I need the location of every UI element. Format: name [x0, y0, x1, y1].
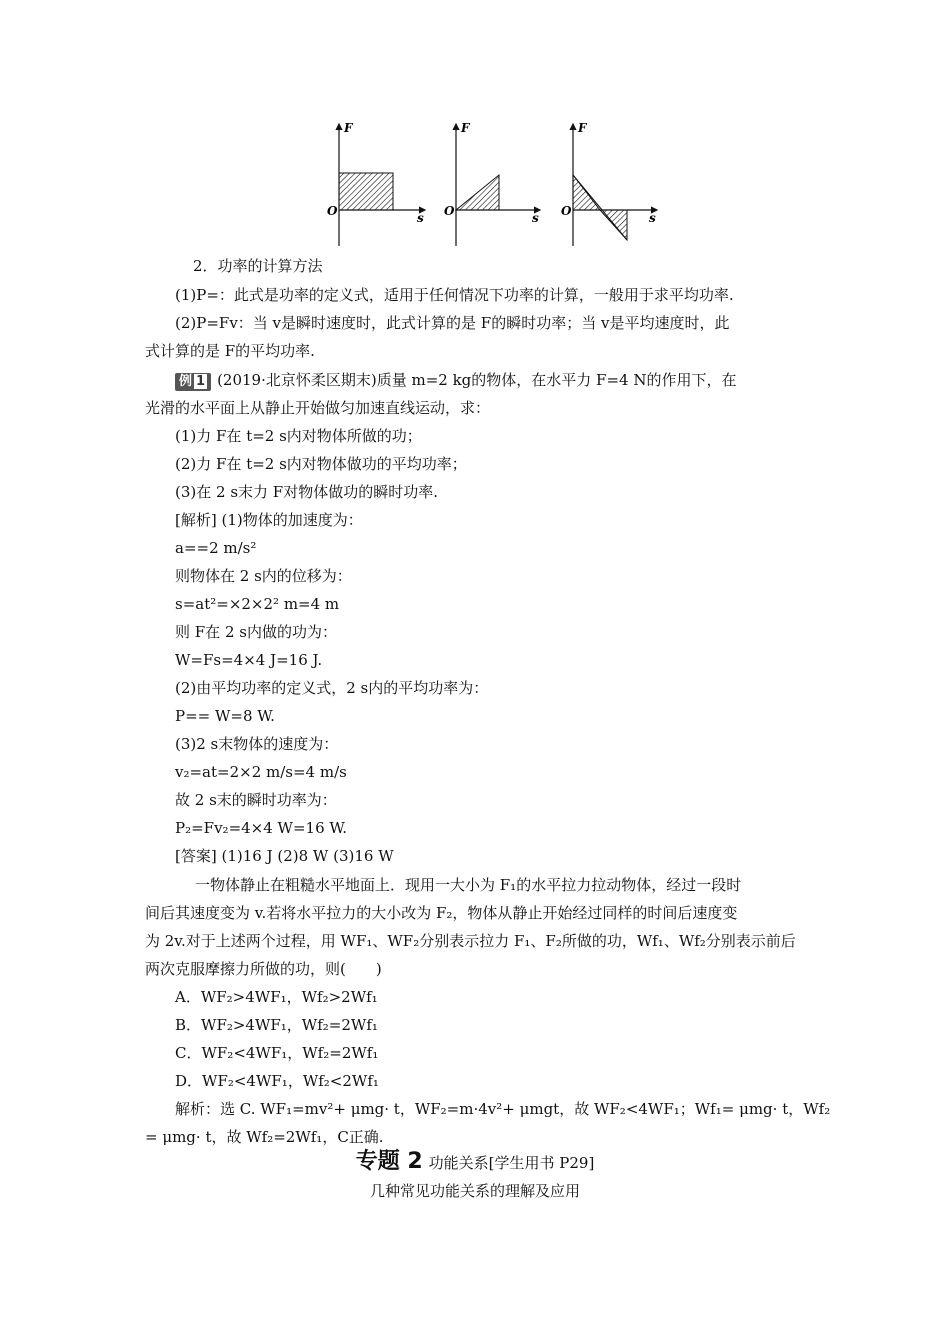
exercise-analysis-line1: 解析：选 C. WF₁=mv²+ μmg· t，WF₂=m·4v²+ μmgt，故 WF₂<4WF₁；Wf₁= μmg· t，Wf₂ — [175, 1100, 831, 1118]
solution-line: v₂=at=2×2 m/s=4 m/s — [175, 763, 347, 781]
example-line1: 例 1 (2019·北京怀柔区期末)质量 m=2 kg的物体，在水平力 F=4 N的作用下，在 — [175, 370, 736, 391]
power-method-item2-b: 式计算的是 F的平均功率. — [145, 342, 315, 360]
graph3-o-label: O — [561, 204, 572, 218]
solution-line: [解析] (1)物体的加速度为： — [175, 511, 363, 529]
exercise-option-d: D．WF₂<4WF₁，Wf₂<2Wf₁ — [175, 1072, 379, 1090]
exercise-option-a: A．WF₂>4WF₁，Wf₂>2Wf₁ — [175, 988, 378, 1006]
solution-line: W=Fs=4×4 J=16 J. — [175, 651, 323, 669]
example-question-2: (2)力 F在 t=2 s内对物体做功的平均功率； — [175, 455, 467, 473]
solution-line: (3)2 s末物体的速度为： — [175, 735, 339, 753]
solution-line: (2)由平均功率的定义式，2 s内的平均功率为： — [175, 679, 489, 697]
exercise-analysis-line2: = μmg· t，故 Wf₂=2Wf₁，C正确. — [145, 1128, 384, 1146]
graph1-s-label: s — [417, 211, 424, 225]
example-line2: 光滑的水平面上从静止开始做匀加速直线运动，求： — [145, 399, 491, 417]
example-question-1: (1)力 F在 t=2 s内对物体所做的功； — [175, 427, 422, 445]
graph1-o-label: O — [327, 204, 338, 218]
topic-number: 专题 2 — [355, 1149, 423, 1174]
exercise-paragraph-line: 为 2v.对于上述两个过程，用 WF₁、WF₂分别表示拉力 F₁、F₂所做的功，Wf₁、Wf₂分别表示前后 — [145, 932, 796, 950]
topic-title: 功能关系[学生用书 P29] — [428, 1154, 595, 1172]
solution-line: a==2 m/s² — [175, 539, 257, 557]
graphs-svg — [325, 118, 665, 253]
solution-line: s=at²=×2×2² m=4 m — [175, 595, 340, 613]
topic-heading — [0, 1150, 950, 1175]
solution-line: 则物体在 2 s内的位移为： — [175, 567, 352, 585]
power-method-heading: 2．功率的计算方法 — [193, 257, 323, 275]
power-method-item2-a: (2)P=Fv：当 v是瞬时速度时，此式计算的是 F的瞬时功率；当 v是平均速度时，此 — [175, 314, 730, 332]
example-badge: 例 1 — [175, 373, 211, 391]
graph2-o-label: O — [444, 204, 455, 218]
power-method-item1: (1)P=：此式是功率的定义式，适用于任何情况下功率的计算，一般用于求平均功率. — [175, 286, 734, 304]
exercise-paragraph-line: 两次克服摩擦力所做的功，则( ) — [145, 960, 382, 978]
example-question-3: (3)在 2 s末力 F对物体做功的瞬时功率. — [175, 483, 438, 501]
graph3-s-label: s — [649, 211, 656, 225]
graph-constant-force — [327, 121, 425, 246]
exercise-paragraph-line: 一物体静止在粗糙水平地面上．现用一大小为 F₁的水平拉力拉动物体，经过一段时 — [195, 876, 742, 894]
topic-subtitle: 几种常见功能关系的理解及应用 — [369, 1182, 580, 1200]
exercise-option-b: B．WF₂>4WF₁，Wf₂=2Wf₁ — [175, 1016, 378, 1034]
graph-increasing-force — [444, 121, 540, 246]
graph-reversing-force — [561, 121, 657, 246]
graph2-f-label: F — [461, 121, 470, 135]
exercise-paragraph-line: 间后其速度变为 v.若将水平拉力的大小改为 F₂，物体从静止开始经过同样的时间后速度变 — [145, 904, 738, 922]
graph1-f-label: F — [344, 121, 353, 135]
graph2-s-label: s — [532, 211, 539, 225]
solution-line: P₂=Fv₂=4×4 W=16 W. — [175, 819, 347, 837]
force-displacement-graphs — [325, 118, 665, 253]
solution-line: P== W=8 W. — [175, 707, 275, 725]
solution-line: 则 F在 2 s内做的功为： — [175, 623, 337, 641]
graph3-f-label: F — [578, 121, 587, 135]
exercise-option-c: C．WF₂<4WF₁，Wf₂=2Wf₁ — [175, 1044, 379, 1062]
answer-line: [答案] (1)16 J (2)8 W (3)16 W — [175, 847, 394, 865]
solution-line: 故 2 s末的瞬时功率为： — [175, 791, 337, 809]
